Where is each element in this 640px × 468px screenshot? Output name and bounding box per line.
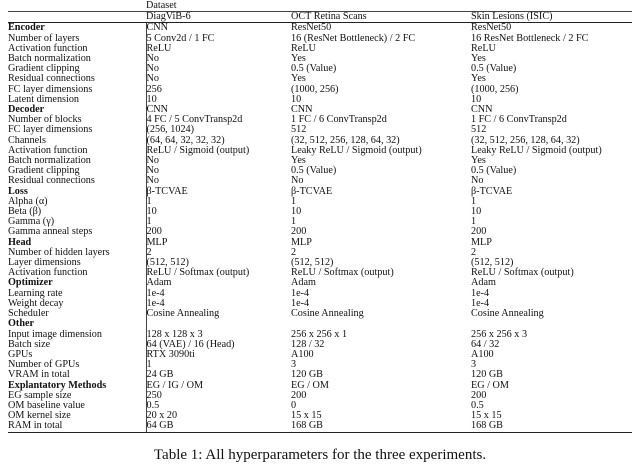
cell-value: 15 x 15 — [291, 410, 322, 422]
cell-value: A100 — [291, 348, 314, 360]
cell-value: 200 — [291, 226, 307, 238]
cell-value: Yes — [471, 155, 486, 167]
column-header: DiagViB-6 — [146, 12, 291, 23]
cell-value: 24 GB — [146, 370, 291, 380]
cell-value: Leaky ReLU / Sigmoid (output) — [471, 144, 602, 156]
row-label: FC layer dimensions — [8, 83, 93, 95]
row-label: Input image dimension — [8, 328, 102, 340]
cell-value: 1e-4 — [146, 289, 291, 299]
cell-value: 1 FC / 6 ConvTransp2d — [471, 114, 567, 126]
section-row — [8, 278, 632, 288]
row-label: EG sample size — [8, 389, 72, 401]
cell-value: 10 — [146, 95, 291, 105]
row-label: OM baseline value — [8, 399, 85, 411]
table-row — [8, 391, 632, 401]
section-row — [8, 23, 632, 34]
row-label: Beta (β) — [8, 206, 42, 218]
cell-value: 64 GB — [146, 421, 291, 432]
cell-value: 1 — [146, 360, 291, 370]
table-row — [8, 115, 632, 125]
cell-value: 0.5 (Value) — [471, 165, 517, 177]
cell-value: 1 — [471, 216, 477, 228]
cell-value: 0.5 (Value) — [471, 63, 517, 75]
table-row — [8, 44, 632, 54]
cell-value: Cosine Annealing — [291, 308, 364, 320]
hyperparameter-table — [8, 1, 632, 433]
table-body — [8, 23, 632, 432]
cell-value: CNN — [146, 23, 291, 34]
row-label: Activation function — [8, 267, 88, 279]
cell-value: 1 — [146, 197, 291, 207]
table-row — [8, 289, 632, 299]
cell-value: ResNet50 — [471, 23, 632, 34]
section-row — [8, 187, 632, 197]
row-label: Residual connections — [8, 73, 95, 85]
cell-value: 0.5 (Value) — [291, 63, 337, 75]
cell-value: ResNet50 — [291, 23, 471, 34]
cell-value: 200 — [471, 389, 487, 401]
table-row — [8, 95, 632, 105]
cell-value: (32, 512, 256, 128, 64, 32) — [471, 134, 580, 146]
cell-value: 120 GB — [291, 369, 323, 381]
cell-value: Yes — [471, 73, 486, 85]
section-label: Decoder — [8, 104, 45, 116]
section-label: Loss — [8, 185, 28, 197]
row-label: Channels — [8, 134, 46, 146]
row-label: Gradient clipping — [8, 63, 80, 75]
cell-value: RTX 3090ti — [146, 350, 291, 360]
cell-value: 1e-4 — [471, 287, 490, 299]
cell-value: 1 — [291, 195, 297, 207]
cell-value: ReLU / Softmax (output) — [146, 268, 291, 278]
table-row — [8, 217, 632, 227]
cell-value: 168 GB — [471, 421, 632, 432]
column-header: OCT Retina Scans — [291, 12, 471, 23]
cell-value: 128 / 32 — [291, 338, 325, 350]
cell-value: 20 x 20 — [146, 411, 291, 421]
cell-value: 1e-4 — [146, 299, 291, 309]
section-row — [8, 319, 632, 329]
cell-value: 15 x 15 — [471, 410, 502, 422]
section-label: Other — [8, 318, 35, 330]
table-row — [8, 64, 632, 74]
cell-value: CNN — [471, 104, 493, 116]
row-label: Gradient clipping — [8, 165, 80, 177]
cell-value: Adam — [291, 277, 316, 289]
cell-value: 1 — [291, 216, 297, 228]
cell-value: 1e-4 — [291, 287, 310, 299]
row-label: Number of layers — [8, 32, 80, 44]
cell-value: 512 — [291, 124, 307, 136]
cell-value: 1 — [471, 195, 477, 207]
cell-value: ReLU — [291, 42, 316, 54]
cell-value: 64 / 32 — [471, 338, 500, 350]
cell-value: 5 Conv2d / 1 FC — [146, 34, 291, 44]
cell-value: 200 — [471, 226, 487, 238]
table-row — [8, 309, 632, 319]
cell-value: 1e-4 — [291, 297, 310, 309]
cell-value: Adam — [146, 278, 291, 288]
cell-value: Yes — [291, 53, 306, 65]
cell-value: 2 — [471, 246, 477, 258]
row-label: RAM in total — [8, 421, 146, 432]
cell-value: 120 GB — [471, 369, 503, 381]
cell-value: No — [146, 176, 291, 186]
cell-value: ReLU — [471, 42, 496, 54]
cell-value: 16 (ResNet Bottleneck) / 2 FC — [291, 32, 416, 44]
row-label: Batch normalization — [8, 155, 91, 167]
cell-value: (1000, 256) — [471, 83, 519, 95]
row-label: Residual connections — [8, 175, 95, 187]
cell-value: 256 x 256 x 3 — [471, 328, 528, 340]
cell-value: 0.5 (Value) — [291, 165, 337, 177]
cell-value: No — [146, 54, 291, 64]
cell-value: β-TCVAE — [291, 185, 333, 197]
section-label: Optimizer — [8, 277, 53, 289]
section-label: Head — [8, 236, 32, 248]
cell-value: EG / OM — [291, 379, 329, 391]
section-row — [8, 381, 632, 391]
cell-value: 10 — [291, 206, 302, 218]
table-row — [8, 268, 632, 278]
row-label: Activation function — [8, 42, 88, 54]
cell-value: 10 — [471, 206, 482, 218]
cell-value: 512 — [471, 124, 487, 136]
cell-value: CNN — [291, 104, 313, 116]
cell-value: MLP — [146, 238, 291, 248]
cell-value: (64, 64, 32, 32, 32) — [146, 136, 291, 146]
cell-value: β-TCVAE — [146, 187, 291, 197]
group-header-row — [8, 1, 632, 12]
cell-value: No — [146, 74, 291, 84]
row-label: Latent dimension — [8, 93, 80, 105]
cell-value: No — [146, 64, 291, 74]
row-label: Number of GPUs — [8, 359, 80, 371]
group-header: Dataset — [146, 0, 177, 11]
cell-value: 3 — [291, 359, 297, 371]
cell-value: ReLU / Softmax (output) — [291, 267, 394, 279]
cell-value: 2 — [146, 248, 291, 258]
cell-value: Yes — [291, 155, 306, 167]
cell-value: Leaky ReLU / Sigmoid (output) — [291, 144, 422, 156]
cell-value: 0.5 — [471, 399, 484, 411]
section-label: Encoder — [8, 23, 146, 34]
table-row — [8, 350, 632, 360]
cell-value: EG / OM — [471, 379, 509, 391]
cell-value: MLP — [291, 236, 312, 248]
cell-value: (256, 1024) — [146, 125, 291, 135]
cell-value: 10 — [291, 93, 302, 105]
row-label: Number of hidden layers — [8, 246, 110, 258]
cell-value: ReLU — [146, 44, 291, 54]
cell-value: 200 — [291, 389, 307, 401]
cell-value: 1 — [146, 217, 291, 227]
cell-value: 16 ResNet Bottleneck / 2 FC — [471, 32, 589, 44]
cell-value: 256 x 256 x 1 — [291, 328, 348, 340]
cell-value: Yes — [471, 53, 486, 65]
row-label: OM kernel size — [8, 410, 71, 422]
table-row — [8, 146, 632, 156]
table-row — [8, 370, 632, 380]
row-label: Gamma (γ) — [8, 216, 55, 228]
cell-value: 0.5 — [146, 401, 291, 411]
cell-value: Cosine Annealing — [471, 308, 544, 320]
cell-value: Cosine Annealing — [146, 309, 291, 319]
row-label: Gamma anneal steps — [8, 226, 93, 238]
cell-value: CNN — [146, 105, 291, 115]
cell-value: (32, 512, 256, 128, 64, 32) — [291, 134, 400, 146]
cell-value: Adam — [471, 277, 496, 289]
row-label: GPUs — [8, 348, 33, 360]
cell-value: ReLU / Sigmoid (output) — [146, 146, 291, 156]
table-caption: Table 1: All hyperparameters for the three experiments. — [153, 447, 487, 463]
cell-value: 128 x 128 x 3 — [146, 330, 291, 340]
cell-value: 10 — [471, 93, 482, 105]
table-row — [8, 166, 632, 176]
row-label: Number of blocks — [8, 114, 82, 126]
row-label: VRAM in total — [8, 369, 70, 381]
row-label: Weight decay — [8, 297, 64, 309]
cell-value: 64 (VAE) / 16 (Head) — [146, 340, 291, 350]
cell-value: 200 — [146, 227, 291, 237]
row-label: FC layer dimensions — [8, 124, 93, 136]
cell-value: Yes — [291, 73, 306, 85]
section-label: Explantatory Methods — [8, 379, 107, 391]
cell-value: No — [146, 166, 291, 176]
row-label: Scheduler — [8, 308, 49, 320]
cell-value: 4 FC / 5 ConvTransp2d — [146, 115, 291, 125]
table-row — [8, 34, 632, 44]
cell-value: No — [471, 175, 484, 187]
cell-value: 2 — [291, 246, 297, 258]
column-header-row — [8, 12, 632, 23]
row-label: Layer dimensions — [8, 257, 81, 269]
cell-value: (1000, 256) — [291, 83, 339, 95]
cell-value — [471, 319, 632, 329]
cell-value: MLP — [471, 236, 492, 248]
row-label: Batch normalization — [8, 53, 91, 65]
table-row — [8, 227, 632, 237]
row-label: Activation function — [8, 144, 88, 156]
cell-value — [146, 319, 291, 329]
cell-value: 3 — [471, 359, 477, 371]
table-row — [8, 197, 632, 207]
cell-value: 168 GB — [291, 421, 471, 432]
table-row — [8, 340, 632, 350]
cell-value: 10 — [146, 207, 291, 217]
row-label: Alpha (α) — [8, 195, 48, 207]
table-row — [8, 85, 632, 95]
cell-value: 256 — [146, 85, 291, 95]
table-row — [8, 421, 632, 432]
table-row — [8, 207, 632, 217]
cell-value: (512, 512) — [471, 257, 514, 269]
cell-value: 1e-4 — [471, 297, 490, 309]
cell-value: 1 FC / 6 ConvTransp2d — [291, 114, 387, 126]
row-label: Learning rate — [8, 287, 63, 299]
cell-value: (512, 512) — [291, 257, 334, 269]
row-label: Batch size — [8, 338, 51, 350]
cell-value: A100 — [471, 348, 494, 360]
cell-value — [291, 319, 471, 329]
cell-value: No — [146, 156, 291, 166]
cell-value: No — [291, 175, 304, 187]
cell-value: ReLU / Softmax (output) — [471, 267, 574, 279]
cell-value: (512, 512) — [146, 258, 291, 268]
cell-value: β-TCVAE — [471, 185, 513, 197]
cell-value: 0 — [291, 399, 297, 411]
column-header: Skin Lesions (ISIC) — [471, 12, 632, 23]
cell-value: 250 — [146, 391, 291, 401]
cell-value: EG / IG / OM — [146, 381, 291, 391]
